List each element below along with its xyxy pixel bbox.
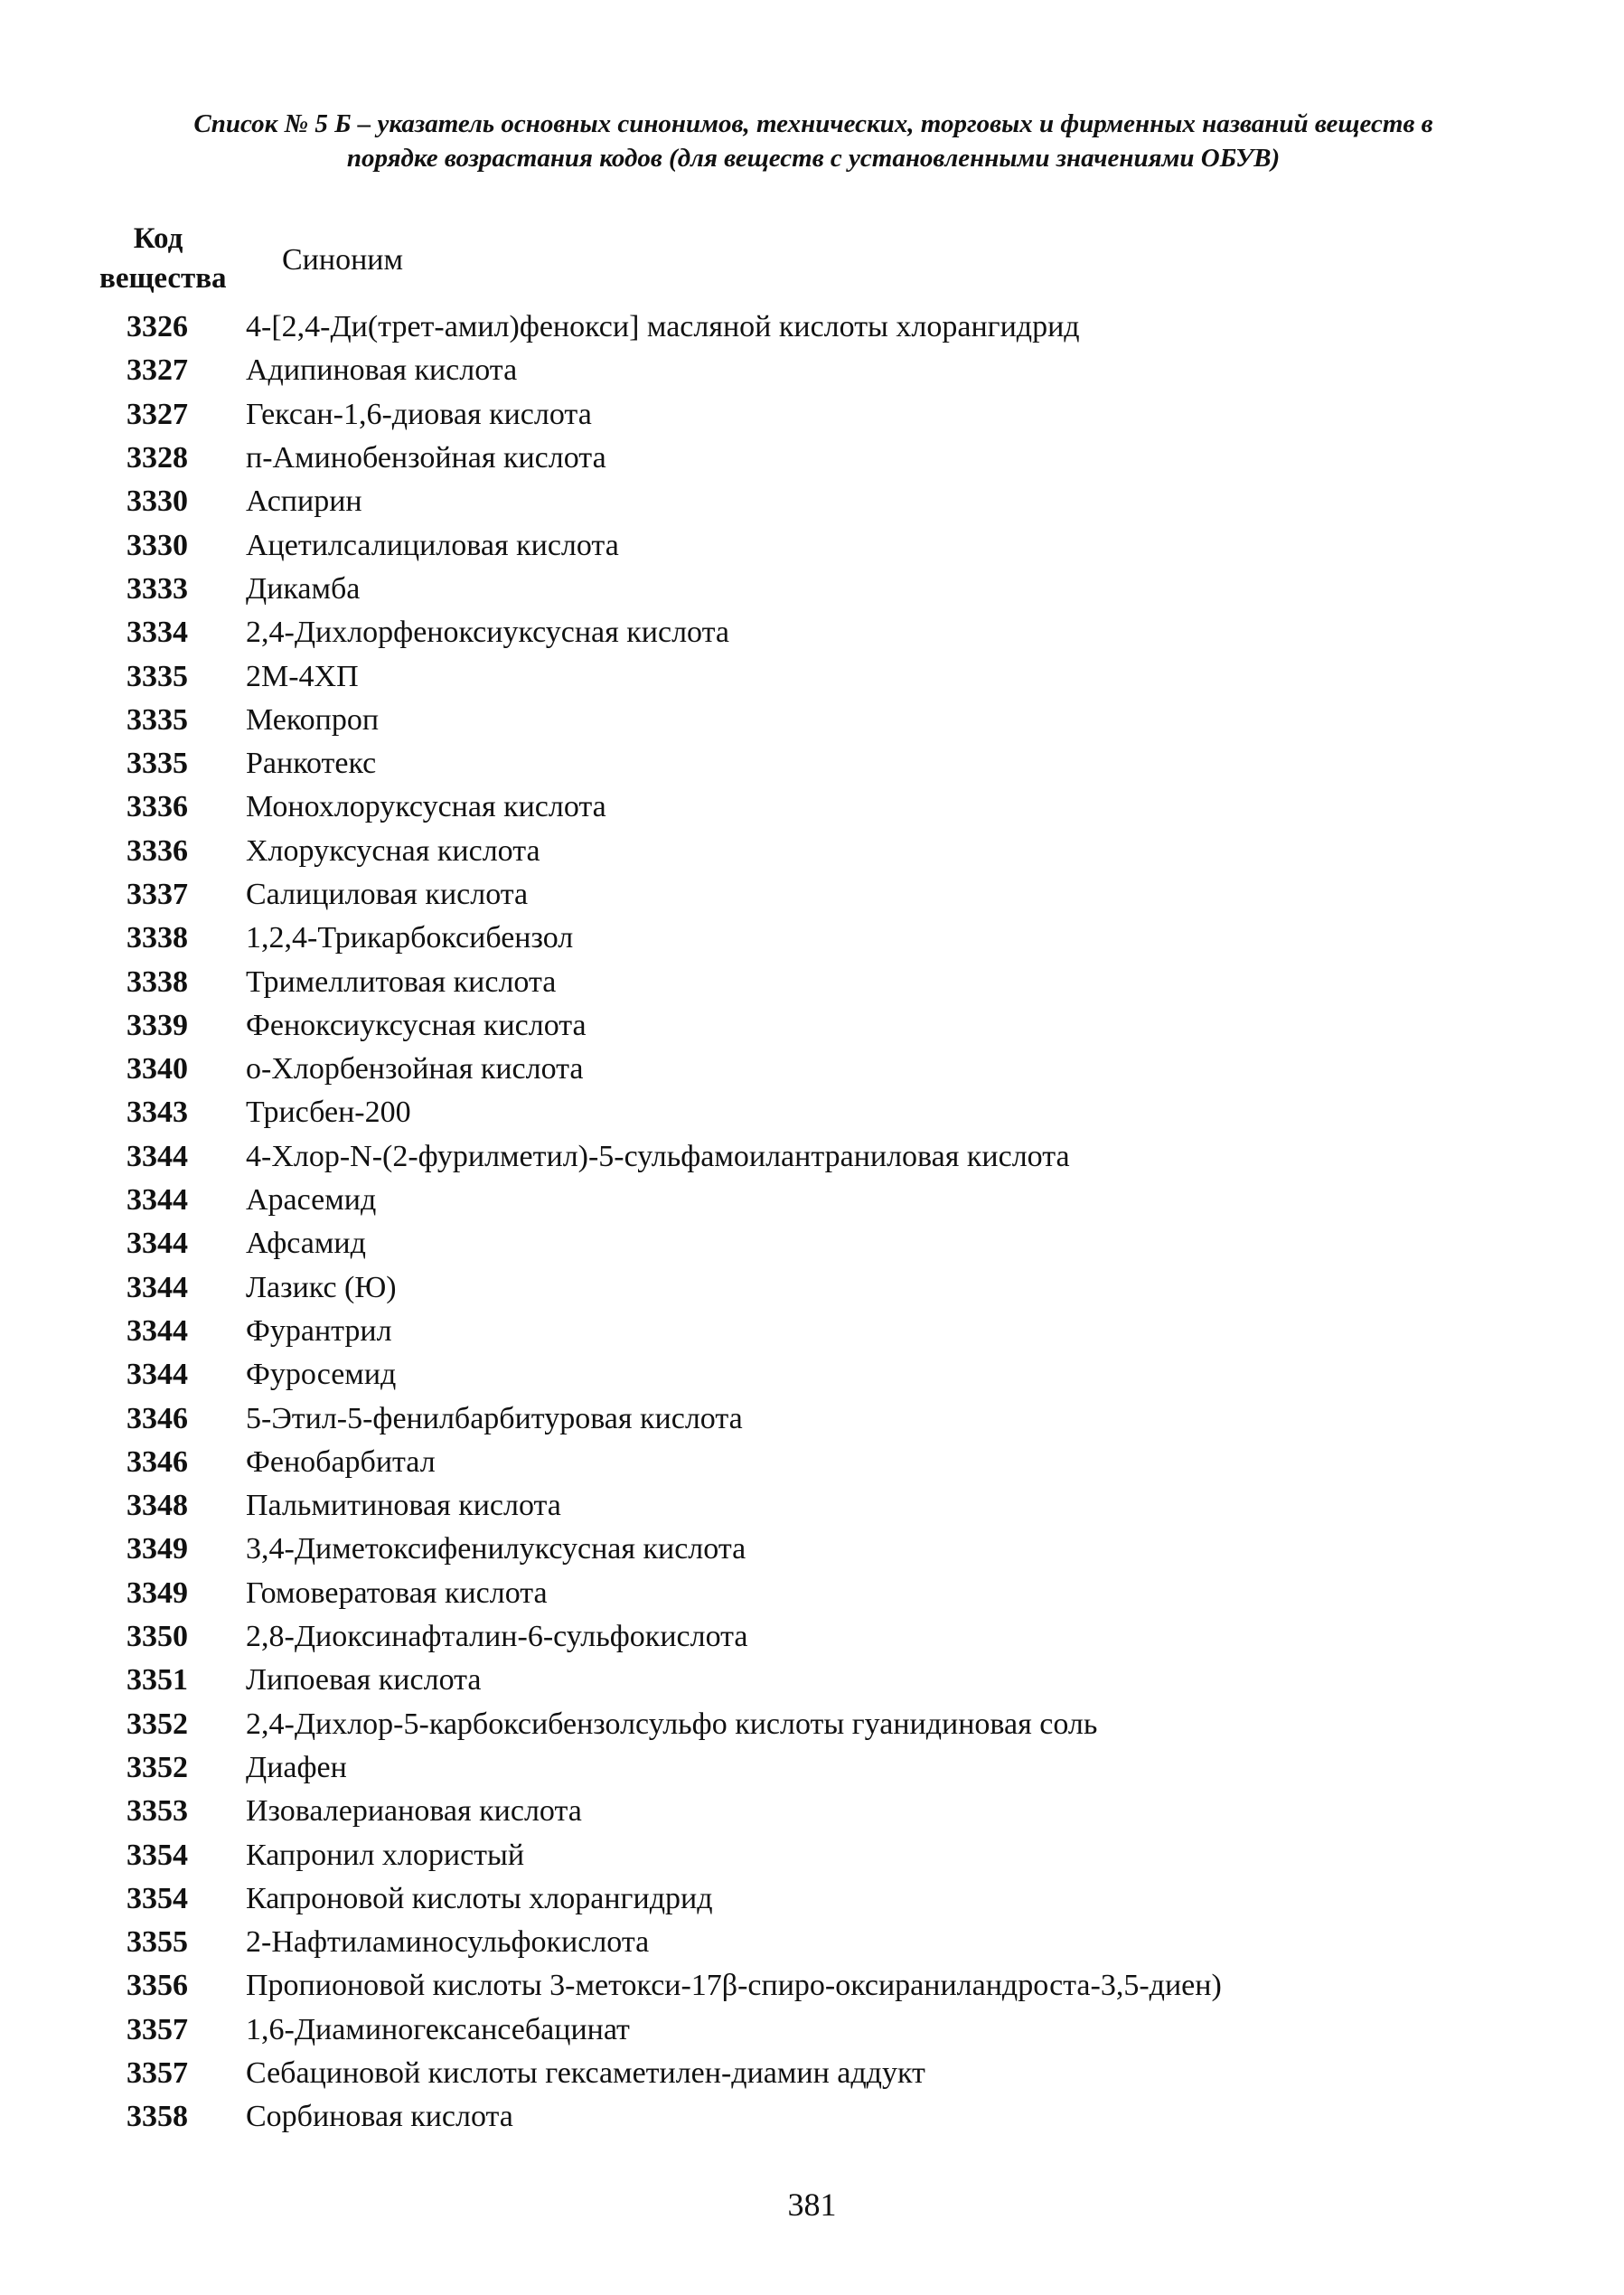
table-row <box>90 830 1536 873</box>
table-row <box>90 785 1536 829</box>
column-header-code-line-1: Код <box>133 222 183 255</box>
table-row <box>90 393 1536 437</box>
table-row <box>90 1528 1536 1571</box>
column-header-synonym: Синоним <box>282 243 403 277</box>
table-row <box>90 1441 1536 1484</box>
column-header-code <box>99 219 227 298</box>
substance-code: 3352 <box>127 1707 188 1741</box>
substance-code: 3355 <box>127 1925 188 1960</box>
synonym-name: 2-Нафтиламиносульфокислота <box>246 1925 650 1960</box>
substance-code: 3357 <box>127 2012 188 2046</box>
substance-code: 3344 <box>127 1227 188 1261</box>
substance-code: 3338 <box>127 964 188 999</box>
page-title <box>54 107 1572 175</box>
substance-code: 3327 <box>127 397 188 431</box>
table-row <box>90 1484 1536 1528</box>
table-row <box>90 437 1536 480</box>
synonym-table <box>90 215 1536 2139</box>
table-row <box>90 1921 1536 1964</box>
synonym-name: п-Аминобензойная кислота <box>246 441 606 475</box>
synonym-name: 2М-4ХП <box>246 659 359 693</box>
substance-code: 3349 <box>127 1575 188 1610</box>
substance-code: 3344 <box>127 1313 188 1348</box>
table-row <box>90 699 1536 742</box>
table-header <box>90 215 1536 306</box>
table-row <box>90 1572 1536 1615</box>
table-row <box>90 1833 1536 1876</box>
table-body <box>90 306 1536 2139</box>
synonym-name: Феноксиуксусная кислота <box>246 1008 587 1042</box>
synonym-name: Арасемид <box>246 1183 377 1218</box>
table-row <box>90 2008 1536 2052</box>
synonym-name: Фуросемид <box>246 1358 397 1392</box>
substance-code: 3335 <box>127 659 188 693</box>
synonym-name: о-Хлорбензойная кислота <box>246 1052 584 1086</box>
page-number: 381 <box>787 2187 837 2223</box>
column-header-code-line-2: вещества <box>99 262 227 295</box>
substance-code: 3348 <box>127 1489 188 1523</box>
table-row <box>90 1310 1536 1353</box>
substance-code: 3350 <box>127 1620 188 1654</box>
synonym-name: 2,4-Дихлорфеноксиуксусная кислота <box>246 616 729 650</box>
synonym-name: Изовалериановая кислота <box>246 1794 582 1829</box>
substance-code: 3328 <box>127 441 188 475</box>
table-row <box>90 1048 1536 1091</box>
synonym-name: Фурантрил <box>246 1313 392 1348</box>
synonym-name: Трисбен-200 <box>246 1096 411 1130</box>
table-row <box>90 873 1536 917</box>
substance-code: 3330 <box>127 484 188 519</box>
synonym-name: Фенобарбитал <box>246 1444 436 1479</box>
synonym-name: Капроновой кислоты хлорангидрид <box>246 1881 713 1915</box>
substance-code: 3333 <box>127 571 188 606</box>
synonym-name: Сорбиновая кислота <box>246 2100 513 2134</box>
substance-code: 3358 <box>127 2100 188 2134</box>
synonym-name: 3,4-Диметоксифенилуксусная кислота <box>246 1532 746 1566</box>
substance-code: 3346 <box>127 1401 188 1435</box>
table-row <box>90 1266 1536 1310</box>
table-row <box>90 2052 1536 2095</box>
table-row <box>90 1615 1536 1659</box>
substance-code: 3339 <box>127 1008 188 1042</box>
synonym-name: Лазикс (Ю) <box>246 1270 397 1304</box>
substance-code: 3344 <box>127 1358 188 1392</box>
synonym-name: Пропионовой кислоты 3-метокси-17β-спиро-оксираниландроста-3,5-диен) <box>246 1969 1222 2003</box>
synonym-name: 1,6-Диаминогексансебацинат <box>246 2012 630 2046</box>
substance-code: 3336 <box>127 790 188 824</box>
table-row <box>90 1659 1536 1702</box>
synonym-name: Хлоруксусная кислота <box>246 833 540 868</box>
table-row <box>90 1179 1536 1222</box>
synonym-name: Диафен <box>246 1750 347 1784</box>
synonym-name: Афсамид <box>246 1227 366 1261</box>
table-row <box>90 1790 1536 1833</box>
table-row <box>90 960 1536 1003</box>
synonym-name: Гомовератовая кислота <box>246 1575 548 1610</box>
table-row <box>90 523 1536 567</box>
table-row <box>90 2095 1536 2139</box>
synonym-name: 2,4-Дихлор-5-карбоксибензолсульфо кислоты гуанидиновая соль <box>246 1707 1098 1741</box>
substance-code: 3351 <box>127 1663 188 1698</box>
page-title-line-2: порядке возрастания кодов (для веществ с установленными значениями ОБУВ) <box>346 144 1281 173</box>
substance-code: 3340 <box>127 1052 188 1086</box>
substance-code: 3327 <box>127 353 188 388</box>
synonym-name: 5-Этил-5-фенилбарбитуровая кислота <box>246 1401 743 1435</box>
synonym-name: Липоевая кислота <box>246 1663 482 1698</box>
substance-code: 3344 <box>127 1139 188 1173</box>
synonym-name: Ацетилсалициловая кислота <box>246 528 619 562</box>
synonym-name: 4-Хлор-N-(2-фурилметил)-5-сульфамоилантраниловая кислота <box>246 1139 1070 1173</box>
substance-code: 3354 <box>127 1838 188 1872</box>
table-row <box>90 1746 1536 1790</box>
substance-code: 3334 <box>127 616 188 650</box>
substance-code: 3338 <box>127 921 188 955</box>
table-row <box>90 568 1536 611</box>
table-row <box>90 917 1536 960</box>
table-row <box>90 306 1536 349</box>
substance-code: 3326 <box>127 310 188 344</box>
table-row <box>90 1703 1536 1746</box>
substance-code: 3357 <box>127 2056 188 2091</box>
synonym-name: Мекопроп <box>246 702 380 737</box>
table-row <box>90 1135 1536 1179</box>
synonym-name: Адипиновая кислота <box>246 353 518 388</box>
table-row <box>90 1091 1536 1134</box>
table-row <box>90 1397 1536 1440</box>
table-row <box>90 1964 1536 2008</box>
substance-code: 3346 <box>127 1444 188 1479</box>
table-row <box>90 742 1536 785</box>
substance-code: 3344 <box>127 1270 188 1304</box>
substance-code: 3353 <box>127 1794 188 1829</box>
substance-code: 3344 <box>127 1183 188 1218</box>
synonym-name: Пальмитиновая кислота <box>246 1489 561 1523</box>
synonym-name: Дикамба <box>246 571 361 606</box>
table-row <box>90 1353 1536 1397</box>
synonym-name: Аспирин <box>246 484 362 519</box>
page-title-line-1: Список № 5 Б – указатель основных синонимов, технических, торговых и фирменных названий веществ в <box>193 109 1433 138</box>
synonym-name: 1,2,4-Трикарбоксибензол <box>246 921 574 955</box>
substance-code: 3352 <box>127 1750 188 1784</box>
substance-code: 3335 <box>127 747 188 781</box>
synonym-name: Капронил хлористый <box>246 1838 525 1872</box>
synonym-name: Ранкотекс <box>246 747 377 781</box>
table-row <box>90 1877 1536 1921</box>
synonym-name: Монохлоруксусная кислота <box>246 790 606 824</box>
substance-code: 3330 <box>127 528 188 562</box>
substance-code: 3349 <box>127 1532 188 1566</box>
synonym-name: Гексан-1,6-диовая кислота <box>246 397 592 431</box>
table-row <box>90 480 1536 523</box>
table-row <box>90 1004 1536 1048</box>
substance-code: 3337 <box>127 878 188 911</box>
table-row <box>90 349 1536 392</box>
substance-code: 3354 <box>127 1881 188 1915</box>
table-row <box>90 654 1536 698</box>
table-row <box>90 611 1536 654</box>
synonym-name: Себациновой кислоты гексаметилен-диамин аддукт <box>246 2056 925 2091</box>
synonym-name: 2,8-Диоксинафталин-6-сульфокислота <box>246 1620 748 1654</box>
table-row <box>90 1222 1536 1265</box>
substance-code: 3343 <box>127 1096 188 1130</box>
substance-code: 3356 <box>127 1969 188 2003</box>
substance-code: 3335 <box>127 702 188 737</box>
synonym-name: Салициловая кислота <box>246 878 529 911</box>
synonym-name: Тримеллитовая кислота <box>246 964 557 999</box>
substance-code: 3336 <box>127 833 188 868</box>
synonym-name: 4-[2,4-Ди(трет-амил)фенокси] масляной кислоты хлорангидрид <box>246 310 1080 344</box>
